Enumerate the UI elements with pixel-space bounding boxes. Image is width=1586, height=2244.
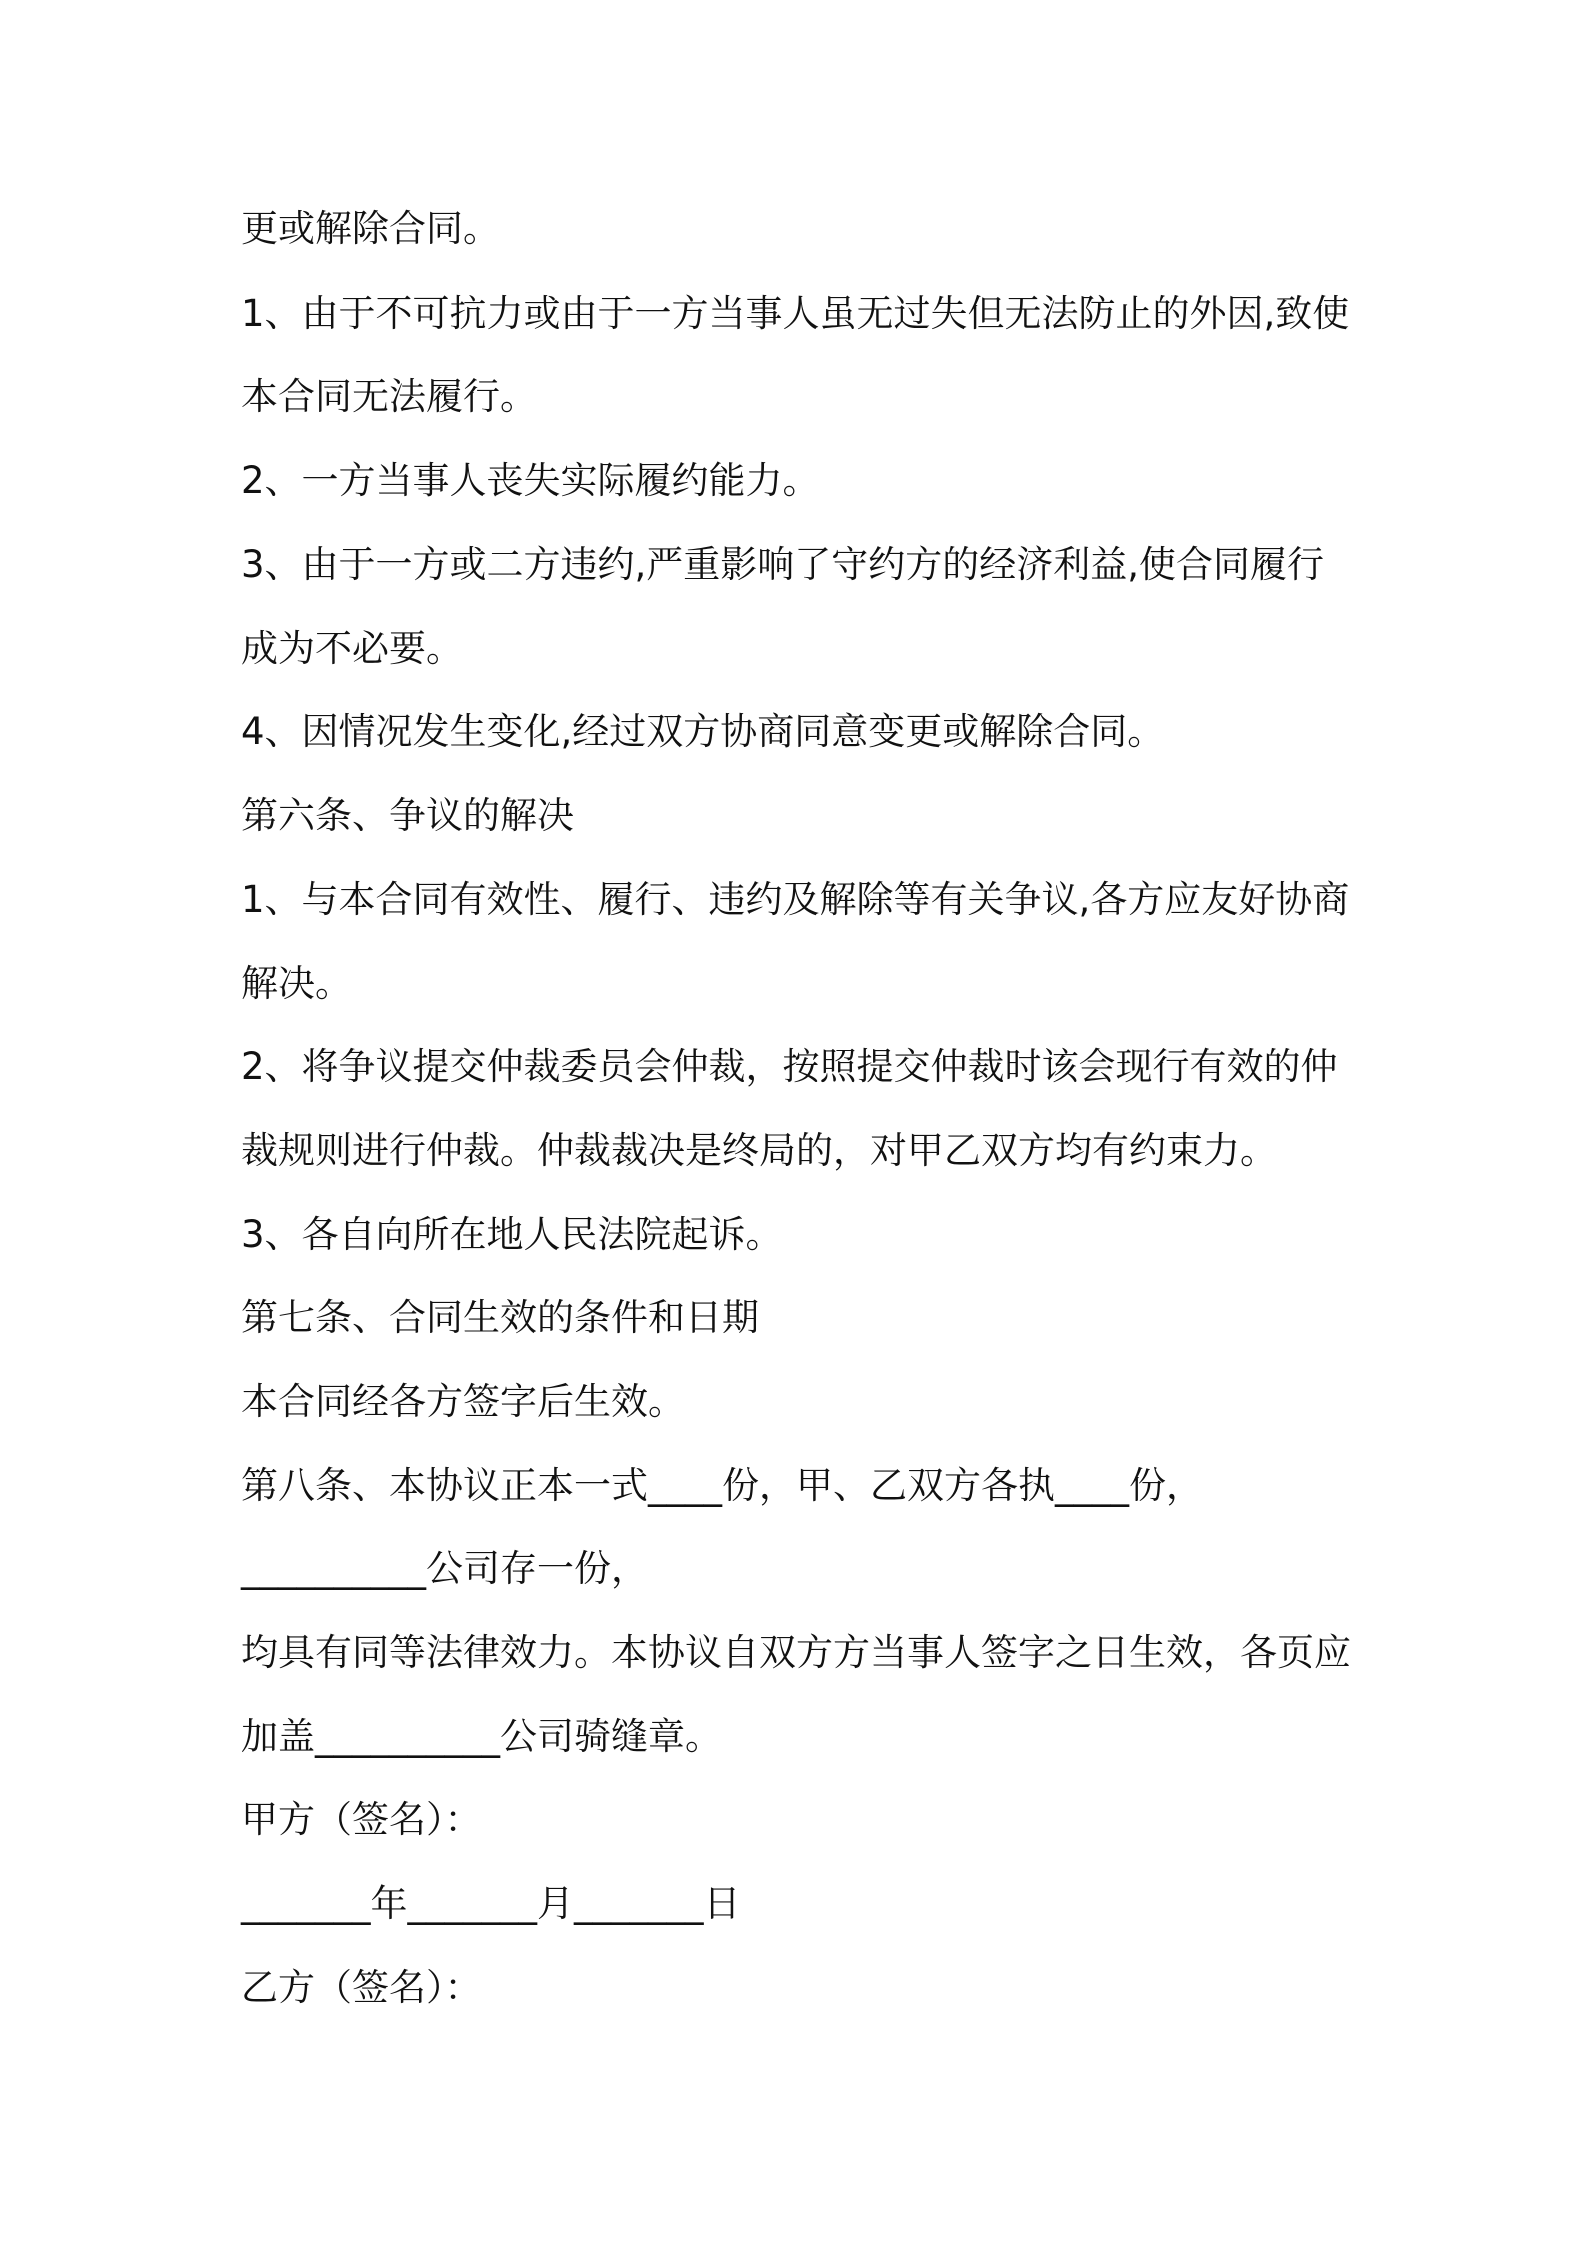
text-line-clause-4-change: 4、因情况发生变化,经过双方协商同意变更或解除合同。 <box>241 710 1165 753</box>
text-line-dispute-1-continued: 解决。 <box>241 962 352 1005</box>
party-a-signature: 甲方（签名）： <box>241 1798 482 1841</box>
text-line-dispute-3-court: 3、各自向所在地人民法院起诉。 <box>241 1213 783 1256</box>
text-line-clause-1-continued: 本合同无法履行。 <box>241 375 537 418</box>
party-b-signature: 乙方（签名）： <box>241 1966 482 2009</box>
text-line-contract-change-end: 更或解除合同。 <box>241 207 500 250</box>
text-line-clause-1-force-majeure: 1、由于不可抗力或由于一方当事人虽无过失但无法防止的外因,致使 <box>241 292 1350 335</box>
text-line-company-copy: __________公司存一份， <box>241 1547 648 1590</box>
text-line-seal: 加盖__________公司骑缝章。 <box>241 1715 722 1758</box>
text-line-equal-legal-effect: 均具有同等法律效力。本协议自双方方当事人签字之日生效，各页应 <box>241 1631 1351 1674</box>
article-8-copies: 第八条、本协议正本一式____份，甲、乙双方各执____份， <box>241 1464 1203 1507</box>
article-7-heading: 第七条、合同生效的条件和日期 <box>241 1296 759 1339</box>
signature-date: _______年_______月_______日 <box>241 1882 741 1925</box>
text-line-effective-on-signing: 本合同经各方签字后生效。 <box>241 1380 685 1423</box>
text-line-clause-3-breach: 3、由于一方或二方违约,严重影响了守约方的经济利益,使合同履行 <box>241 543 1325 586</box>
text-line-dispute-2-continued: 裁规则进行仲裁。仲裁裁决是终局的，对甲乙双方均有约束力。 <box>241 1129 1277 1172</box>
text-line-dispute-2-arbitration: 2、将争议提交仲裁委员会仲裁，按照提交仲裁时该会现行有效的仲 <box>241 1045 1338 1088</box>
text-line-clause-2-capacity: 2、一方当事人丧失实际履约能力。 <box>241 459 820 502</box>
text-line-clause-3-continued: 成为不必要。 <box>241 627 463 670</box>
text-line-dispute-1: 1、与本合同有效性、履行、违约及解除等有关争议,各方应友好协商 <box>241 878 1350 921</box>
article-6-heading: 第六条、争议的解决 <box>241 794 574 837</box>
